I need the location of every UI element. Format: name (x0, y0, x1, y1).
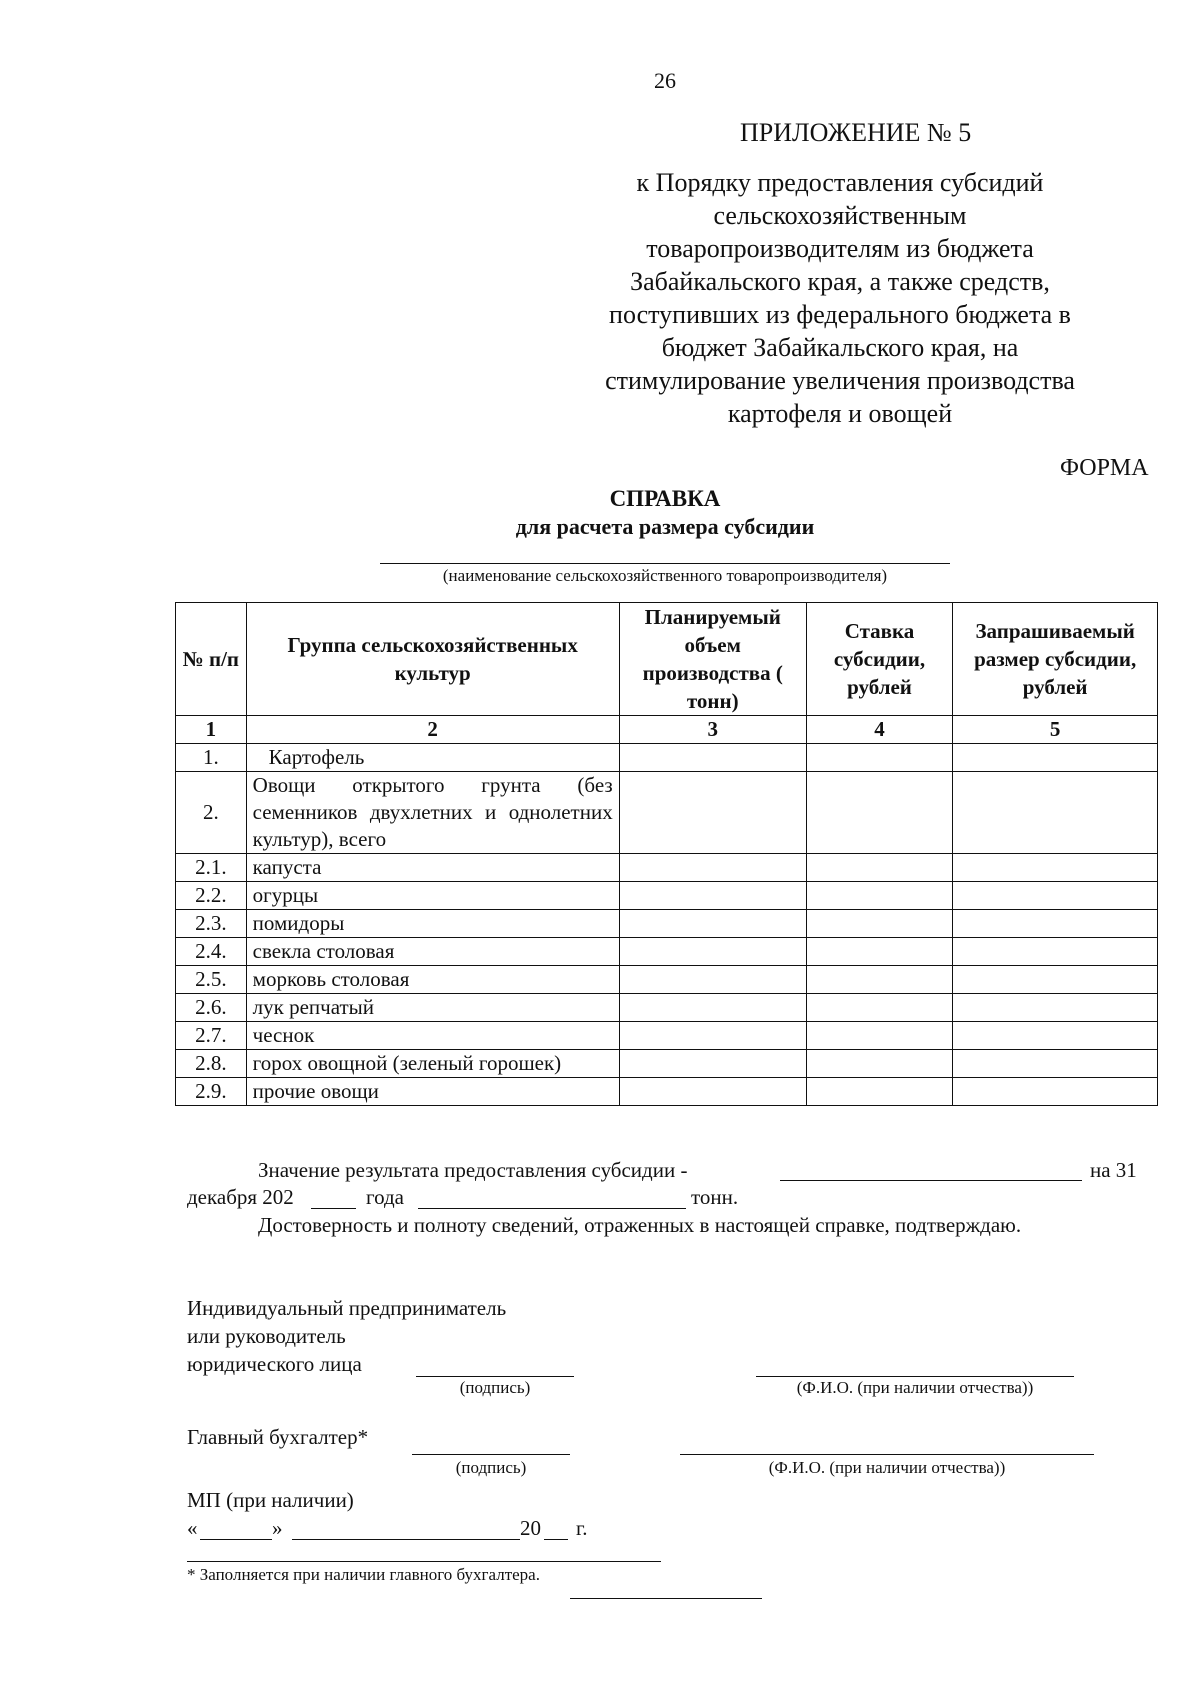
planned-volume-cell[interactable] (619, 966, 806, 994)
appendix-line: сельскохозяйственным (713, 201, 967, 230)
table-row (176, 854, 1158, 882)
header-planned-volume: Планируемый объем производства ( тонн) (619, 603, 806, 716)
column-number: 4 (806, 716, 953, 744)
entrepreneur-label-line: юридического лица (187, 1352, 362, 1376)
requested-subsidy-cell[interactable] (953, 854, 1158, 882)
appendix-subtitle (590, 166, 1090, 430)
subsidy-rate-cell[interactable] (806, 938, 953, 966)
row-number: 2.4. (176, 938, 247, 966)
header-subsidy-rate: Ставка субсидии, рублей (806, 603, 953, 716)
table-row (176, 1050, 1158, 1078)
row-number: 2.5. (176, 966, 247, 994)
subsidy-rate-cell[interactable] (806, 966, 953, 994)
date-year-suffix: г. (576, 1516, 588, 1540)
row-crop-name: прочие овощи (246, 1078, 619, 1106)
column-number: 5 (953, 716, 1158, 744)
entrepreneur-label-line: или руководитель (187, 1324, 346, 1348)
page-number: 26 (654, 68, 676, 93)
column-number: 2 (246, 716, 619, 744)
row-number: 2. (176, 772, 247, 854)
planned-volume-cell[interactable] (619, 744, 806, 772)
planned-volume-cell[interactable] (619, 1078, 806, 1106)
entrepreneur-label-line: Индивидуальный предприниматель (187, 1296, 507, 1320)
date-year-prefix: 20 (520, 1516, 541, 1540)
date-day-blank[interactable] (200, 1539, 272, 1540)
entrepreneur-label (187, 1294, 506, 1378)
result-line-1: Значение результата предоставления субсидии - (258, 1158, 688, 1182)
planned-volume-cell[interactable] (619, 772, 806, 854)
header-number: № п/п (176, 603, 247, 716)
table-row (176, 772, 1158, 854)
planned-volume-cell[interactable] (619, 882, 806, 910)
table-row (176, 966, 1158, 994)
date-year-blank[interactable] (544, 1539, 568, 1540)
result-line-2-prefix: декабря 202 (187, 1185, 294, 1209)
producer-name-caption: (наименование сельскохозяйственного товаропроизводителя) (442, 566, 888, 585)
table-row (176, 994, 1158, 1022)
entrepreneur-fio-line[interactable] (756, 1376, 1074, 1377)
appendix-line: товаропроизводителям из бюджета (646, 234, 1034, 263)
appendix-line: поступивших из федерального бюджета в (609, 300, 1071, 329)
tonnage-blank[interactable] (418, 1208, 686, 1209)
row-crop-name: чеснок (246, 1022, 619, 1050)
result-line-2-unit: тонн. (691, 1185, 739, 1209)
document-title: СПРАВКА (609, 486, 721, 511)
row-number: 1. (176, 744, 247, 772)
subsidy-rate-cell[interactable] (806, 1078, 953, 1106)
appendix-line: Забайкальского края, а также средств, (630, 267, 1050, 296)
column-number-row (176, 716, 1158, 744)
row-number: 2.6. (176, 994, 247, 1022)
table-header-row (176, 603, 1158, 716)
planned-volume-cell[interactable] (619, 854, 806, 882)
row-number: 2.1. (176, 854, 247, 882)
stamp-label: МП (при наличии) (187, 1488, 354, 1512)
accountant-signature-line[interactable] (412, 1454, 570, 1455)
requested-subsidy-cell[interactable] (953, 966, 1158, 994)
fio-caption: (Ф.И.О. (при наличии отчества)) (796, 1378, 1034, 1397)
planned-volume-cell[interactable] (619, 994, 806, 1022)
confirmation-statement: Достоверность и полноту сведений, отраженных в настоящей справке, подтверждаю. (258, 1213, 1022, 1237)
table-row (176, 938, 1158, 966)
subsidy-rate-cell[interactable] (806, 1022, 953, 1050)
row-crop-name: помидоры (246, 910, 619, 938)
row-number: 2.7. (176, 1022, 247, 1050)
signature-caption: (подпись) (459, 1378, 531, 1397)
entrepreneur-signature-line[interactable] (416, 1376, 574, 1377)
column-number: 3 (619, 716, 806, 744)
appendix-line: бюджет Забайкальского края, на (661, 333, 1019, 362)
subsidy-rate-cell[interactable] (806, 744, 953, 772)
row-number: 2.2. (176, 882, 247, 910)
producer-name-line[interactable] (380, 563, 950, 564)
planned-volume-cell[interactable] (619, 910, 806, 938)
row-number: 2.3. (176, 910, 247, 938)
requested-subsidy-cell[interactable] (953, 882, 1158, 910)
date-month-blank[interactable] (292, 1539, 520, 1540)
requested-subsidy-cell[interactable] (953, 1078, 1158, 1106)
header-crop-group: Группа сельскохозяйственных культур (246, 603, 619, 716)
requested-subsidy-cell[interactable] (953, 994, 1158, 1022)
row-crop-name: свекла столовая (246, 938, 619, 966)
requested-subsidy-cell[interactable] (953, 744, 1158, 772)
requested-subsidy-cell[interactable] (953, 1050, 1158, 1078)
form-label: ФОРМА (1060, 455, 1149, 481)
subsidy-rate-cell[interactable] (806, 1050, 953, 1078)
table-row (176, 1022, 1158, 1050)
result-line-2-year-word: года (366, 1185, 404, 1209)
footnote: * Заполняется при наличии главного бухгалтера. (187, 1565, 540, 1584)
subsidy-rate-cell[interactable] (806, 994, 953, 1022)
subsidy-rate-cell[interactable] (806, 910, 953, 938)
row-number: 2.9. (176, 1078, 247, 1106)
closing-rule (570, 1598, 762, 1599)
date-close-quote: » (272, 1516, 283, 1540)
fio-caption: (Ф.И.О. (при наличии отчества)) (768, 1458, 1006, 1477)
column-number: 1 (176, 716, 247, 744)
row-crop-name: Картофель (246, 744, 619, 772)
appendix-line: к Порядку предоставления субсидий (636, 168, 1044, 197)
result-value-blank[interactable] (780, 1180, 1082, 1181)
document-subtitle: для расчета размера субсидии (515, 514, 815, 539)
subsidy-table (175, 602, 1158, 1106)
row-crop-name: горох овощной (зеленый горошек) (246, 1050, 619, 1078)
requested-subsidy-cell[interactable] (953, 910, 1158, 938)
header-requested-subsidy: Запрашиваемый размер субсидии, рублей (953, 603, 1158, 716)
appendix-line: стимулирование увеличения производства (605, 366, 1075, 395)
subsidy-rate-cell[interactable] (806, 854, 953, 882)
date-open-quote: « (187, 1516, 198, 1540)
row-number: 2.8. (176, 1050, 247, 1078)
planned-volume-cell[interactable] (619, 1022, 806, 1050)
row-crop-name: огурцы (246, 882, 619, 910)
table-row (176, 1078, 1158, 1106)
planned-volume-cell[interactable] (619, 1050, 806, 1078)
row-crop-name: морковь столовая (246, 966, 619, 994)
requested-subsidy-cell[interactable] (953, 938, 1158, 966)
row-crop-name: Овощи открытого грунта (без семенников двухлетних и однолетних культур), всего (246, 772, 619, 854)
year-digit-blank[interactable] (311, 1208, 356, 1209)
table-row (176, 744, 1158, 772)
table-row (176, 882, 1158, 910)
footnote-separator (187, 1561, 661, 1562)
accountant-fio-line[interactable] (680, 1454, 1094, 1455)
row-crop-name: капуста (246, 854, 619, 882)
chief-accountant-label: Главный бухгалтер* (187, 1425, 369, 1449)
subsidy-rate-cell[interactable] (806, 772, 953, 854)
table-row (176, 910, 1158, 938)
subsidy-rate-cell[interactable] (806, 882, 953, 910)
requested-subsidy-cell[interactable] (953, 1022, 1158, 1050)
planned-volume-cell[interactable] (619, 938, 806, 966)
appendix-title: ПРИЛОЖЕНИЕ № 5 (740, 118, 972, 147)
result-line-1-suffix: на 31 (1090, 1158, 1137, 1182)
row-crop-name: лук репчатый (246, 994, 619, 1022)
signature-caption: (подпись) (455, 1458, 527, 1477)
appendix-line: картофеля и овощей (727, 399, 953, 428)
requested-subsidy-cell[interactable] (953, 772, 1158, 854)
